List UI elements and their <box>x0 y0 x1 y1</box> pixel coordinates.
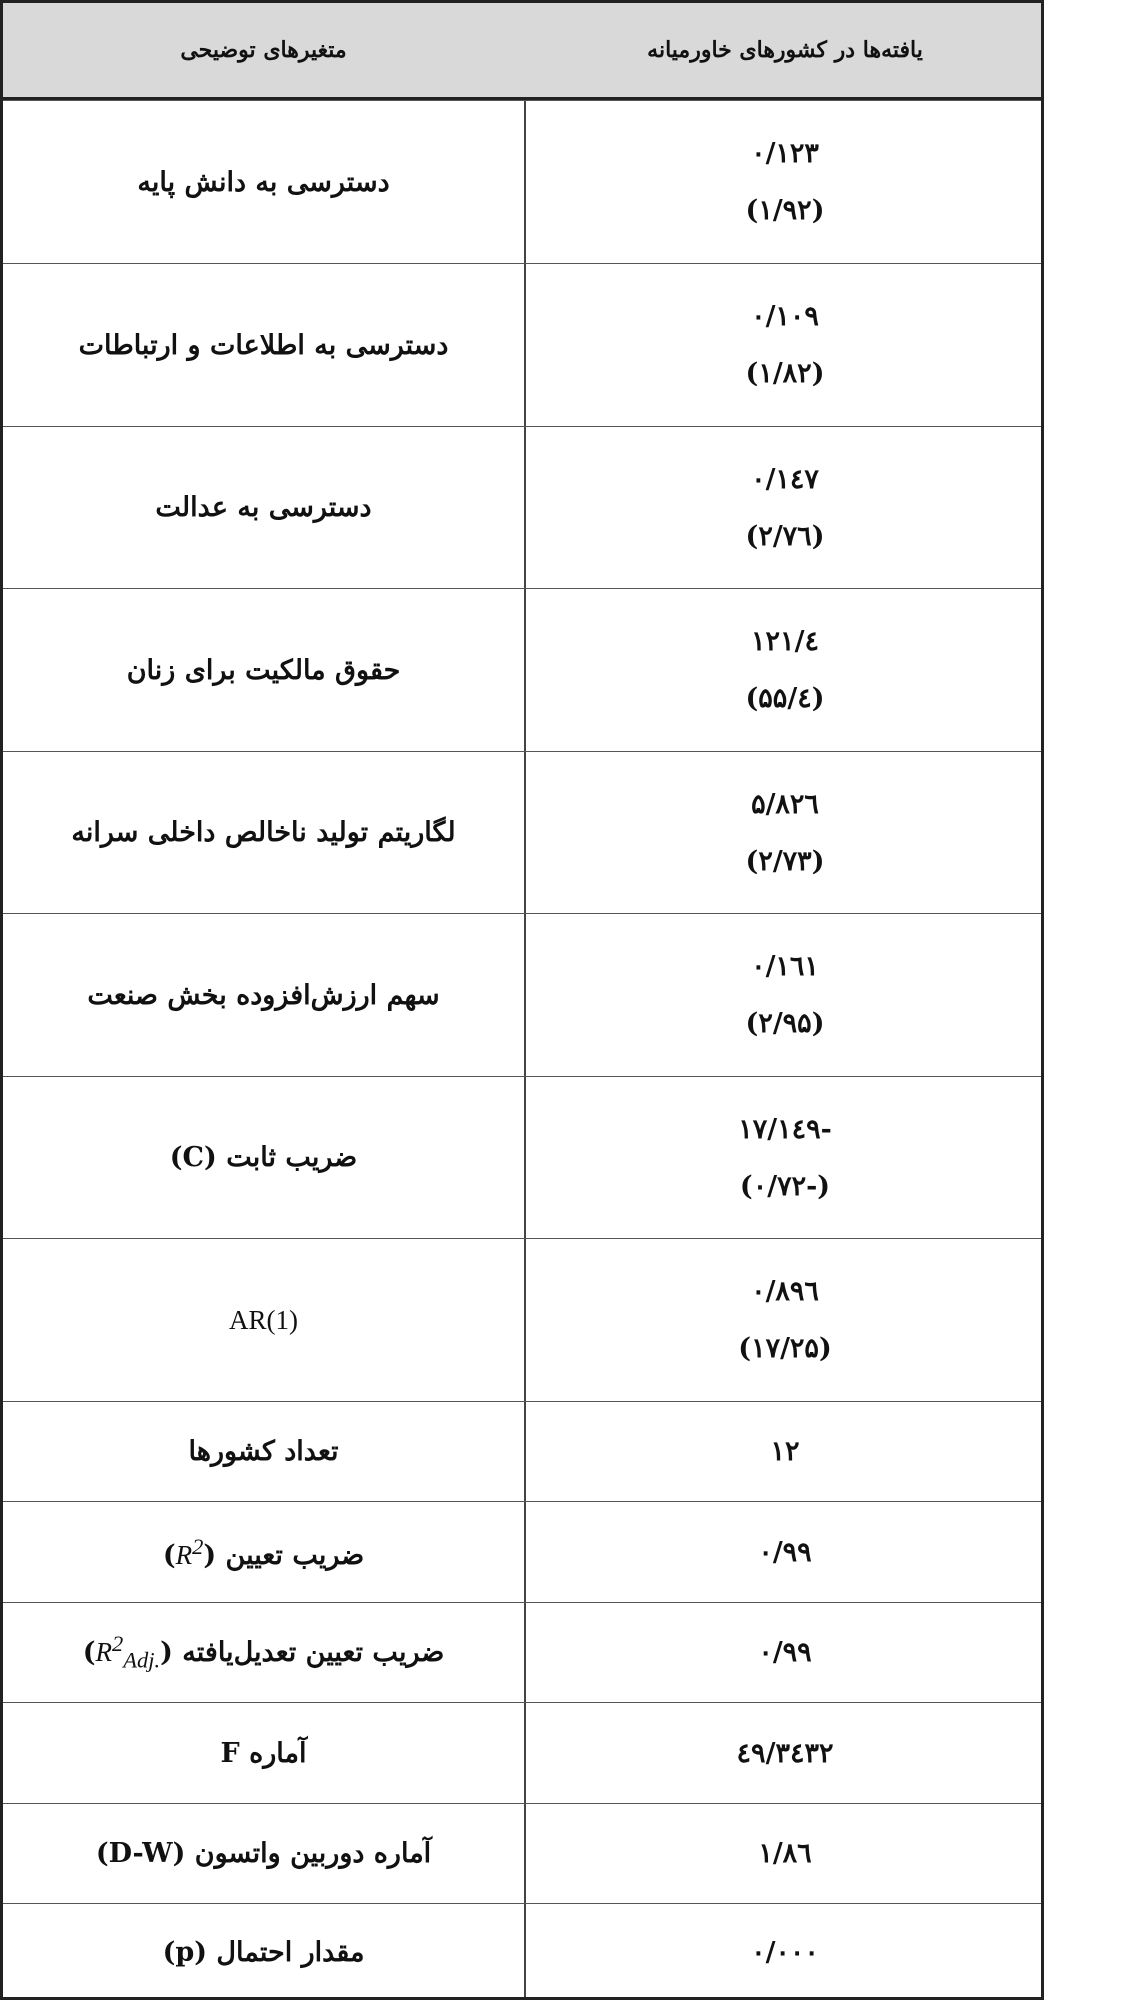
variable-cell <box>3 1077 524 1238</box>
table-row <box>3 263 1041 426</box>
variable-name: حقوق مالکیت برای زنان <box>126 654 401 686</box>
variable-name: دسترسی به اطلاعات و ارتباطات <box>78 329 449 361</box>
header-variables-label: متغیرهای توضیحی <box>180 37 347 63</box>
variable-cell <box>3 914 524 1076</box>
value-cell <box>526 752 1044 913</box>
variable-cell <box>3 589 524 751</box>
variable-name: دسترسی به عدالت <box>155 492 372 523</box>
variable-name: آماره F <box>220 1737 307 1769</box>
statistic-value: ۰/۹۹ <box>758 1536 812 1568</box>
variable-cell <box>3 1603 524 1702</box>
symbol-sup: 2 <box>111 1631 124 1657</box>
table-row <box>3 1076 1041 1238</box>
table-row <box>3 588 1041 751</box>
variable-name: لگاریتم تولید ناخالص داخلی سرانه <box>71 817 456 848</box>
t-statistic: (-۰/۷۲) <box>739 1170 831 1202</box>
symbol-sup: 2 <box>192 1533 204 1559</box>
symbol-r: R <box>175 1539 193 1570</box>
table-row <box>3 1238 1041 1401</box>
variable-name <box>163 1534 364 1571</box>
table-row <box>3 1903 1041 2000</box>
coefficient-value: ٤/۱۲۱ <box>751 626 819 657</box>
t-statistic: (۱/۸۲) <box>745 358 825 389</box>
value-cell <box>526 1077 1044 1238</box>
t-statistic: (۲/۷۳) <box>745 845 825 877</box>
value-cell <box>526 1904 1044 2000</box>
value-cell <box>526 589 1044 751</box>
variable-cell <box>3 1703 524 1803</box>
table-row <box>3 913 1041 1076</box>
variable-name: تعداد کشورها <box>188 1436 339 1467</box>
statistic-value: ۱۲ <box>770 1436 800 1467</box>
coefficient-value: ۰/۱٤۷ <box>751 463 819 495</box>
coefficient-value: ۰/۸۹٦ <box>751 1276 819 1307</box>
variable-cell <box>3 1804 524 1903</box>
adj-r-squared-symbol: $(R^2_{Adj.})$ <box>82 1631 173 1673</box>
t-statistic: (۲/۷٦) <box>745 520 825 552</box>
coefficient-value: -۱۷/۱٤۹ <box>738 1113 832 1145</box>
statistic-value: ۰/۰۰۰ <box>751 1936 819 1968</box>
variable-text: ضریب تعیین تعدیل‌یافته <box>182 1637 445 1669</box>
coefficient-value: ۰/۱۲۳ <box>751 138 819 169</box>
header-cell-variables <box>3 3 524 97</box>
value-cell <box>526 1804 1044 1903</box>
variable-text: ضریب تعیین <box>225 1539 365 1571</box>
variable-name: آماره دوربین واتسون (D-W) <box>95 1838 432 1869</box>
variable-cell <box>3 1904 524 2000</box>
r-squared-symbol: $(R^2)$ <box>162 1533 217 1571</box>
symbol-r: R <box>95 1637 112 1668</box>
t-statistic: (٤/۵۵) <box>745 683 825 714</box>
t-statistic: (۱۷/۲۵) <box>738 1333 832 1364</box>
variable-cell <box>3 1502 524 1602</box>
statistic-value: ۳٤۳۲/٤۹ <box>736 1737 834 1769</box>
variable-cell <box>3 1402 524 1501</box>
variable-cell <box>3 101 524 263</box>
variable-cell <box>3 1239 524 1401</box>
variable-name: دسترسی به دانش پایه <box>137 166 390 198</box>
table-row <box>3 1803 1041 1903</box>
variable-name: AR(1) <box>229 1304 298 1335</box>
table-row <box>3 100 1041 263</box>
value-cell <box>526 1703 1044 1803</box>
value-cell <box>526 101 1044 263</box>
header-cell-findings <box>526 3 1044 97</box>
variable-name: مقدار احتمال (p) <box>162 1936 365 1968</box>
statistic-value: ۰/۹۹ <box>758 1637 812 1668</box>
statistic-value: ۱/۸٦ <box>758 1838 812 1869</box>
table-header <box>3 3 1041 100</box>
t-statistic: (۲/۹۵) <box>745 1008 825 1039</box>
table-row <box>3 1501 1041 1602</box>
variable-cell <box>3 752 524 913</box>
coefficient-value: ۰/۱٦۱ <box>751 951 819 982</box>
value-cell <box>526 427 1044 588</box>
value-cell <box>526 1603 1044 1702</box>
variable-cell <box>3 427 524 588</box>
coefficient-value: ۰/۱۰۹ <box>751 301 819 332</box>
value-cell <box>526 914 1044 1076</box>
coefficient-value: ۵/۸۲٦ <box>751 788 819 820</box>
variable-name: سهم ارزش‌افزوده بخش صنعت <box>87 979 440 1011</box>
header-findings-label: یافته‌ها در کشورهای خاورمیانه <box>647 37 923 63</box>
variable-name <box>83 1631 445 1673</box>
value-cell <box>526 1402 1044 1501</box>
variable-cell <box>3 264 524 426</box>
table-row <box>3 1602 1041 1702</box>
table-row <box>3 751 1041 913</box>
value-cell <box>526 1502 1044 1602</box>
symbol-sub: Adj. <box>123 1647 161 1673</box>
table-row <box>3 1401 1041 1501</box>
value-cell <box>526 264 1044 426</box>
table-row <box>3 1702 1041 1803</box>
variable-name: ضریب ثابت (C) <box>169 1142 358 1173</box>
t-statistic: (۱/۹۲) <box>745 195 825 226</box>
table-row <box>3 426 1041 588</box>
value-cell <box>526 1239 1044 1401</box>
